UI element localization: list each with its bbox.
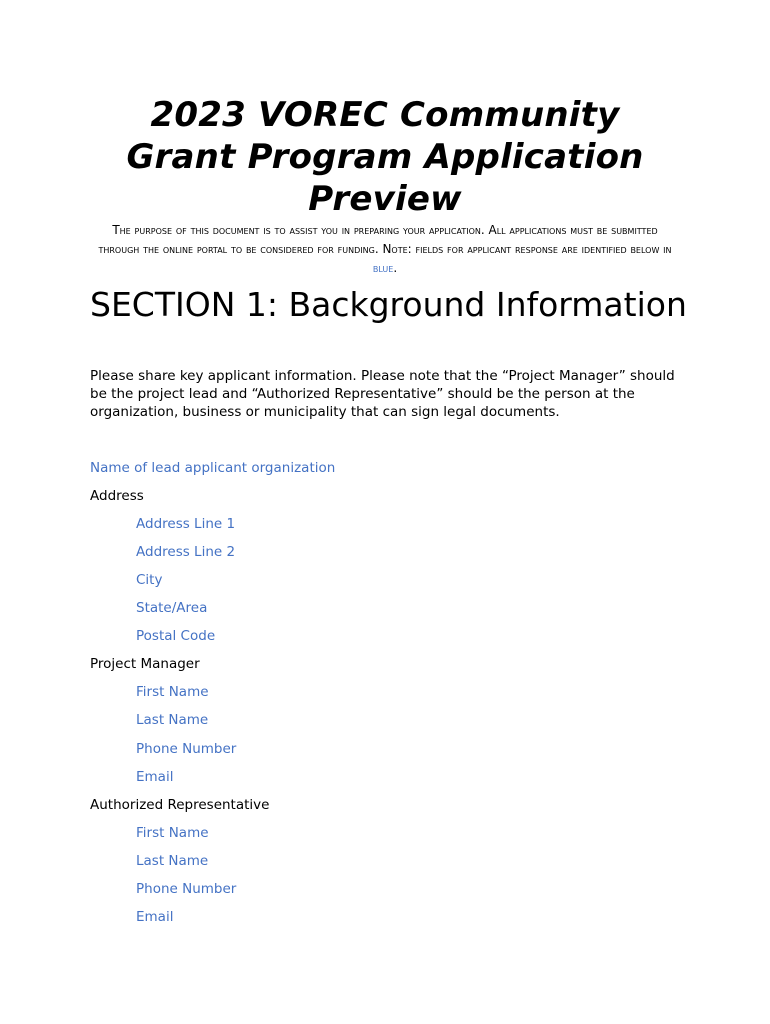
document-title: 2023 VOREC Community Grant Program Application Preview <box>126 95 644 219</box>
authorized-rep-last-name-field[interactable]: Last Name <box>136 853 209 869</box>
section-1-intro: Please share key applicant information. Please note that the “Project Manager” should be the project lead and “Authorized Representative” should be the person at the organization, business or municipality that can sign legal documents. <box>90 368 675 420</box>
purpose-blue-word: blue <box>372 261 394 275</box>
section-1-heading: SECTION 1: Background Information <box>90 285 687 324</box>
state-area-field[interactable]: State/Area <box>136 600 208 616</box>
authorized-rep-phone-field[interactable]: Phone Number <box>136 881 237 897</box>
address-line-1-field[interactable]: Address Line 1 <box>136 516 236 532</box>
project-manager-phone-field[interactable]: Phone Number <box>136 741 237 757</box>
city-field[interactable]: City <box>136 572 163 588</box>
authorized-representative-label: Authorized Representative <box>90 797 270 813</box>
lead-applicant-organization-field[interactable]: Name of lead applicant organization <box>90 460 336 476</box>
project-manager-label: Project Manager <box>90 656 200 672</box>
purpose-text: The purpose of this document is to assist you in preparing your application. All applications must be submitted through the online portal to be considered for funding. Note: fields for applicant response are identified below in <box>98 223 672 256</box>
project-manager-email-field[interactable]: Email <box>136 769 174 785</box>
project-manager-first-name-field[interactable]: First Name <box>136 684 209 700</box>
authorized-rep-first-name-field[interactable]: First Name <box>136 825 209 841</box>
address-label: Address <box>90 488 144 504</box>
postal-code-field[interactable]: Postal Code <box>136 628 216 644</box>
address-line-2-field[interactable]: Address Line 2 <box>136 544 236 560</box>
authorized-rep-email-field[interactable]: Email <box>136 909 174 925</box>
project-manager-last-name-field[interactable]: Last Name <box>136 712 209 728</box>
purpose-note <box>96 221 674 278</box>
purpose-end: . <box>393 261 398 275</box>
